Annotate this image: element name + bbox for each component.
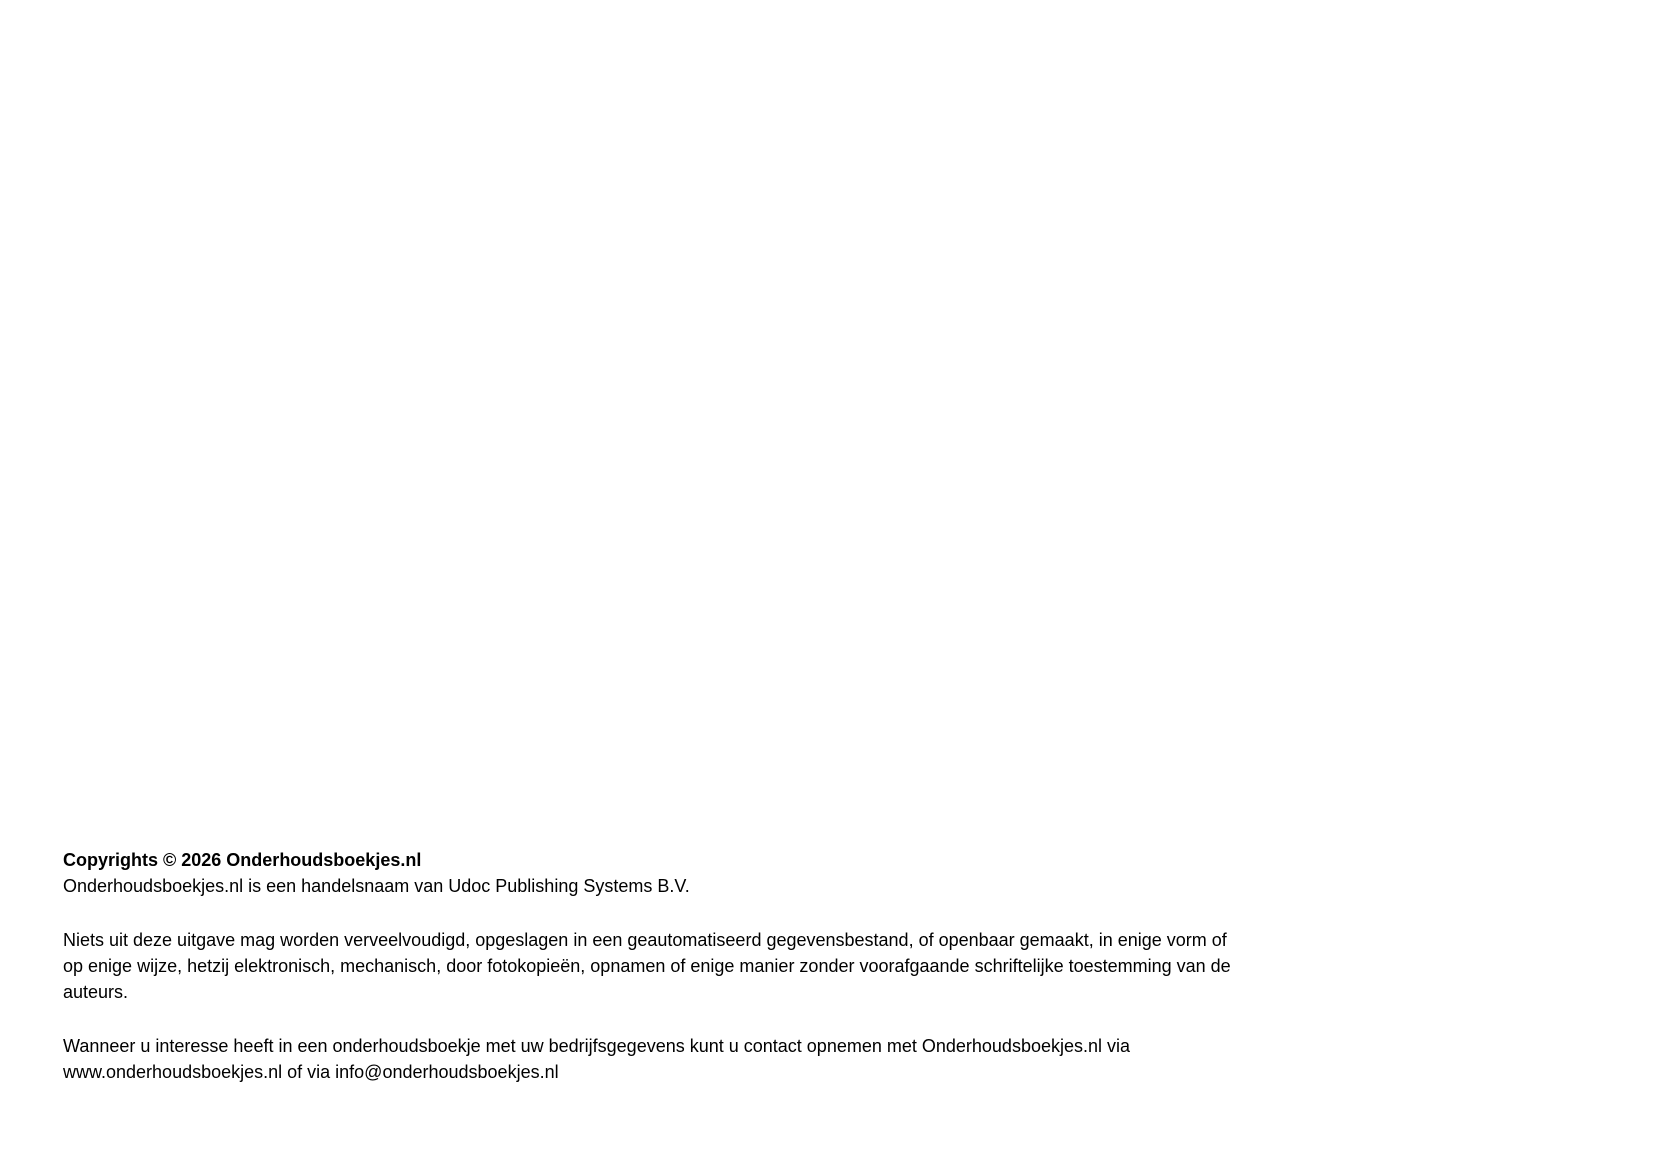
tradename-line: Onderhoudsboekjes.nl is een handelsnaam van Udoc Publishing Systems B.V. (63, 876, 690, 896)
text-line: auteurs. (63, 982, 129, 1002)
colophon-block (63, 847, 1463, 1085)
copyright-heading: Copyrights © 2026 Onderhoudsboekjes.nl (63, 850, 422, 870)
text-line: www.onderhoudsboekjes.nl of via info@onderhoudsboekjes.nl (63, 1062, 559, 1082)
text-line: Wanneer u interesse heeft in een onderhoudsboekje met uw bedrijfsgegevens kunt u contact opnemen met Onderhoudsboekjes.nl via (63, 1036, 1131, 1056)
text-line: Niets uit deze uitgave mag worden verveelvoudigd, opgeslagen in een geautomatiseerd gegevensbestand, of openbaar gemaakt, in enige vorm of (63, 930, 1227, 950)
reproduction-notice (63, 927, 1463, 1005)
contact-paragraph (63, 1033, 1463, 1085)
text-line: op enige wijze, hetzij elektronisch, mechanisch, door fotokopieën, opnamen of enige manier zonder voorafgaande schriftelijke toestemming van de (63, 956, 1231, 976)
